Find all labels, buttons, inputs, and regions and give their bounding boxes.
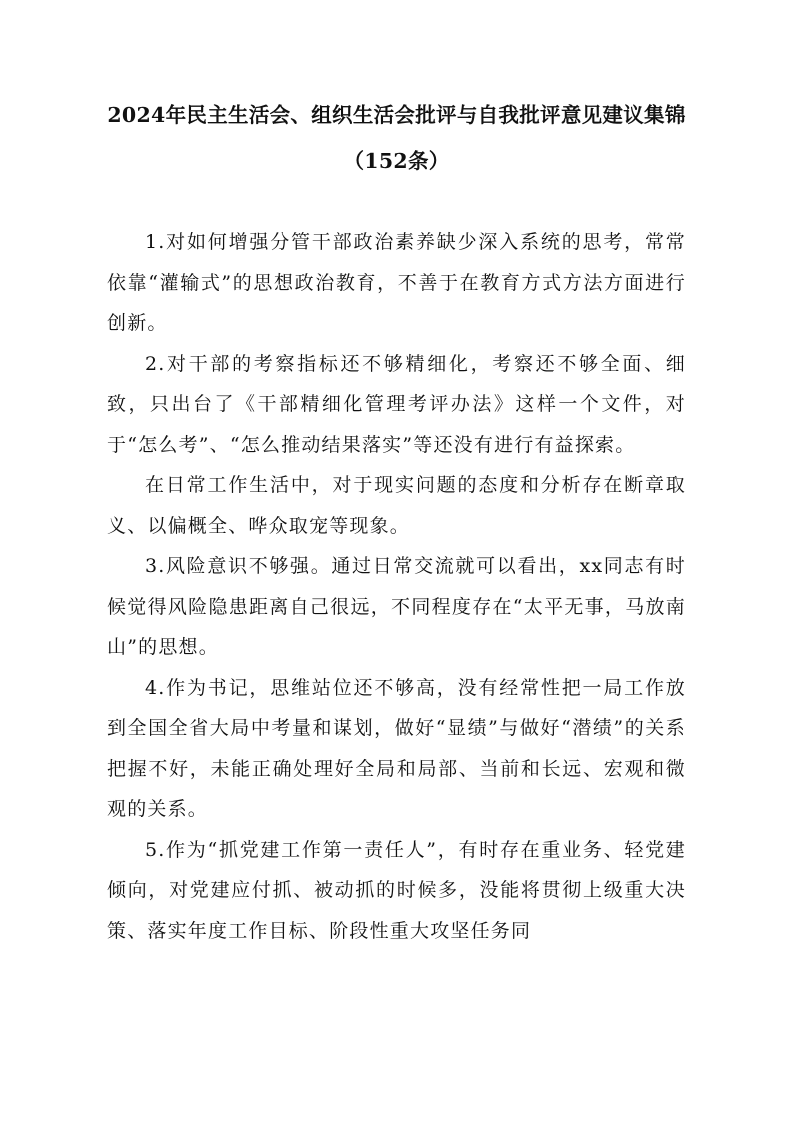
- document-body: [107, 222, 686, 951]
- paragraph-5: 4.作为书记，思维站位还不够高，没有经常性把一局工作放到全国全省大局中考量和谋划，做好“显绩”与做好“潜绩”的关系把握不好，未能正确处理好全局和局部、当前和长远、宏观和微观的关系。: [107, 676, 686, 820]
- document-title: 2024年民主生活会、组织生活会批评与自我批评意见建议集锦（152条）: [107, 103, 686, 173]
- paragraph-1: 1.对如何增强分管干部政治素养缺少深入系统的思考，常常依靠“灌输式”的思想政治教育，不善于在教育方式方法方面进行创新。: [107, 231, 686, 334]
- paragraph-4: 3.风险意识不够强。通过日常交流就可以看出，xx同志有时候觉得风险隐患距离自己很远，不同程度存在“太平无事，马放南山”的思想。: [107, 555, 686, 658]
- paragraph-2: 2.对干部的考察指标还不够精细化，考察还不够全面、细致，只出台了《干部精细化管理考评办法》这样一个文件，对于“怎么考”、“怎么推动结果落实”等还没有进行有益探索。: [107, 352, 686, 456]
- paragraph-3: 在日常工作生活中，对于现实问题的态度和分析存在断章取义、以偏概全、哗众取宠等现象。: [107, 474, 686, 537]
- paragraph-6: 5.作为“抓党建工作第一责任人”，有时存在重业务、轻党建倾向，对党建应付抓、被动抓的时候多，没能将贯彻上级重大决策、落实年度工作目标、阶段性重大攻坚任务同: [107, 838, 686, 942]
